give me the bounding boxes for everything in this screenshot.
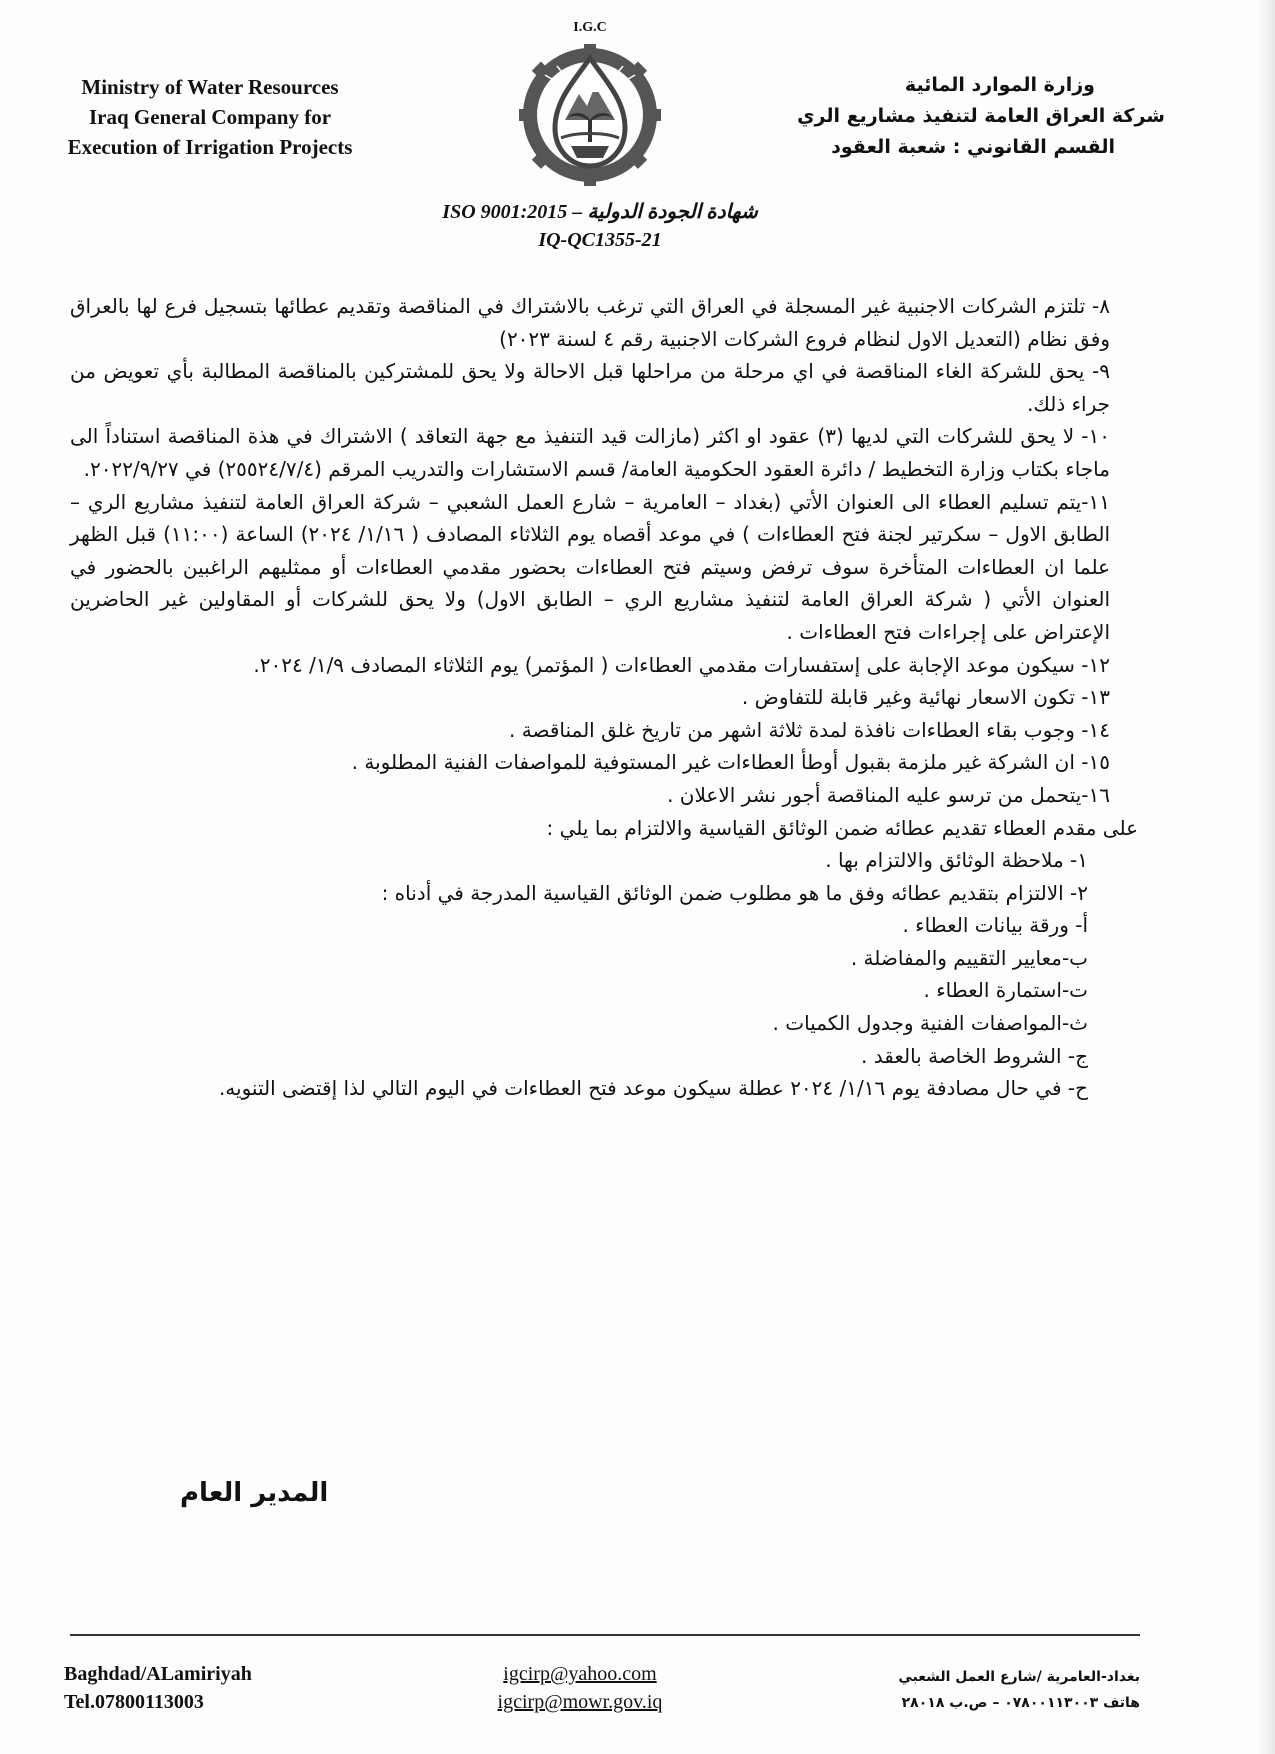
- company-logo: [505, 20, 675, 195]
- header-english: [20, 72, 400, 162]
- iso-certification: [380, 198, 820, 254]
- company-name-ar: شركة العراق العامة لتنفيذ مشاريع الري: [797, 105, 1165, 127]
- clause-16: ١٦-يتحمل من ترسو عليه المناقصة أجور نشر الاعلان .: [667, 782, 1110, 807]
- document-e: ج- الشروط الخاصة بالعقد .: [861, 1043, 1088, 1068]
- clause-12: ١٢- سيكون موعد الإجابة على إستفسارات مقدمي العطاءات ( المؤتمر) يوم الثلاثاء المصادف ١/٩/ ٢٠٢٤.: [253, 652, 1110, 677]
- logo-label: I.G.C: [573, 20, 607, 35]
- logo-emblem-icon: [505, 20, 675, 195]
- clause-9: ٩- يحق للشركة الغاء المناقصة في اي مرحلة من مراحلها قبل الاحالة ولا يحق للمشتركين بالمناقصة المطالبة بأي تعويض من جراء ذلك.: [70, 359, 1110, 416]
- obligation-1: ١- ملاحظة الوثائق والالتزام بها .: [825, 848, 1088, 873]
- clause-8: ٨- تلتزم الشركات الاجنبية غير المسجلة في العراق التي ترغب بالاشتراك في المناقصة وتقديم عطائها بتسجيل فرع لها بالعراق وفق نظام (التعديل الاول لنظام فروع الشركات الاجنبية رقم ٤ لسنة ٢٠٢٣): [70, 294, 1110, 351]
- scan-edge: [1257, 0, 1275, 1754]
- ministry-name-ar: وزارة الموارد المائية: [904, 74, 1095, 96]
- ministry-name-en: Ministry of Water Resources: [81, 75, 339, 99]
- department-name-ar: القسم القانوني : شعبة العقود: [831, 136, 1115, 158]
- clause-11: ١١-يتم تسليم العطاء الى العنوان الأتي (بغداد – العامرية – شارع العمل الشعبي – شركة العراق العامة لتنفيذ مشاريع الري – الطابق الاول – سكرتير لجنة فتح العطاءات ) في موعد أقصاه يوم الثلاثاء المصادف ( ١/١٦/ ٢٠٢٤) الساعة (١١:٠٠) قبل الظهر علما ان العطاءات المتأخرة سوف ترفض وسيتم فتح العطاءات بحضور مقدمي العطاءات أو ممثليهم الراغبين بالحضور في العنوان الأتي ( شركة العراق العامة لتنفيذ مشاريع الري – الطابق الاول) ولا يحق للشركات أو المقاولين غير الحاضرين الإعتراض على إجراءات فتح العطاءات .: [70, 489, 1110, 644]
- footer-emails: [440, 1660, 720, 1716]
- footer-address-ar: [898, 1664, 1140, 1716]
- clause-13: ١٣- تكون الاسعار نهائية وغير قابلة للتفاوض .: [741, 685, 1110, 710]
- signature-title: المدير العام: [180, 1478, 329, 1508]
- email-link-yahoo[interactable]: igcirp@yahoo.com: [503, 1663, 657, 1685]
- iso-line: ISO 9001:2015 – شهادة الجودة الدولية: [442, 201, 758, 223]
- footer-address-line-ar: بغداد-العامرية /شارع العمل الشعبي: [898, 1669, 1140, 1685]
- company-name-en-2: Execution of Irrigation Projects: [67, 135, 353, 159]
- document-a: أ- ورقة بيانات العطاء .: [902, 913, 1088, 938]
- obligation-2: ٢- الالتزام بتقديم عطائه وفق ما هو مطلوب ضمن الوثائق القياسية المدرجة في أدناه :: [381, 880, 1088, 905]
- holiday-note: ح- في حال مصادفة يوم ١/١٦/ ٢٠٢٤ عطلة سيكون موعد فتح العطاءات في اليوم التالي لذا إقتضى التنويه.: [218, 1076, 1088, 1101]
- company-name-en-1: Iraq General Company for: [88, 105, 332, 129]
- footer-address-en: [64, 1660, 252, 1716]
- clause-14: ١٤- وجوب بقاء العطاءات نافذة لمدة ثلاثة اشهر من تاريخ غلق المناقصة .: [509, 717, 1110, 742]
- document-body: [70, 290, 1138, 1105]
- footer-phone: Tel.07800113003: [64, 1691, 204, 1713]
- document-c: ت-استمارة العطاء .: [923, 978, 1088, 1003]
- header-arabic: [705, 70, 1165, 163]
- footer-city: Baghdad/ALamiriyah: [64, 1663, 252, 1685]
- footer-divider: [70, 1634, 1140, 1636]
- email-link-mowr[interactable]: igcirp@mowr.gov.iq: [497, 1691, 663, 1713]
- clause-10: ١٠- لا يحق للشركات التي لديها (٣) عقود او اكثر (مازالت قيد التنفيذ مع جهة التعاقد ) الاشتراك في هذة المناقصة استناداً الى ماجاء بكتاب وزارة التخطيط / دائرة العقود الحكومية العامة/ قسم الاستشارات والتدريب المرقم (٢٥٥٢٤/٧/٤) في ٢٠٢٢/٩/٢٧.: [70, 424, 1110, 481]
- footer-phone-ar: هاتف ٠٧٨٠٠١١٣٠٠٣ – ص.ب ٢٨٠١٨: [901, 1695, 1140, 1711]
- bidder-obligations-intro: على مقدم العطاء تقديم عطائه ضمن الوثائق القياسية والالتزام بما يلي :: [546, 815, 1138, 840]
- document-b: ب-معايير التقييم والمفاضلة .: [850, 945, 1088, 970]
- document-d: ث-المواصفات الفنية وجدول الكميات .: [772, 1011, 1088, 1036]
- clause-15: ١٥- ان الشركة غير ملزمة بقبول أوطأ العطاءات غير المستوفية للمواصفات الفنية المطلوبة .: [351, 750, 1110, 775]
- iso-code: IQ-QC1355-21: [538, 229, 662, 251]
